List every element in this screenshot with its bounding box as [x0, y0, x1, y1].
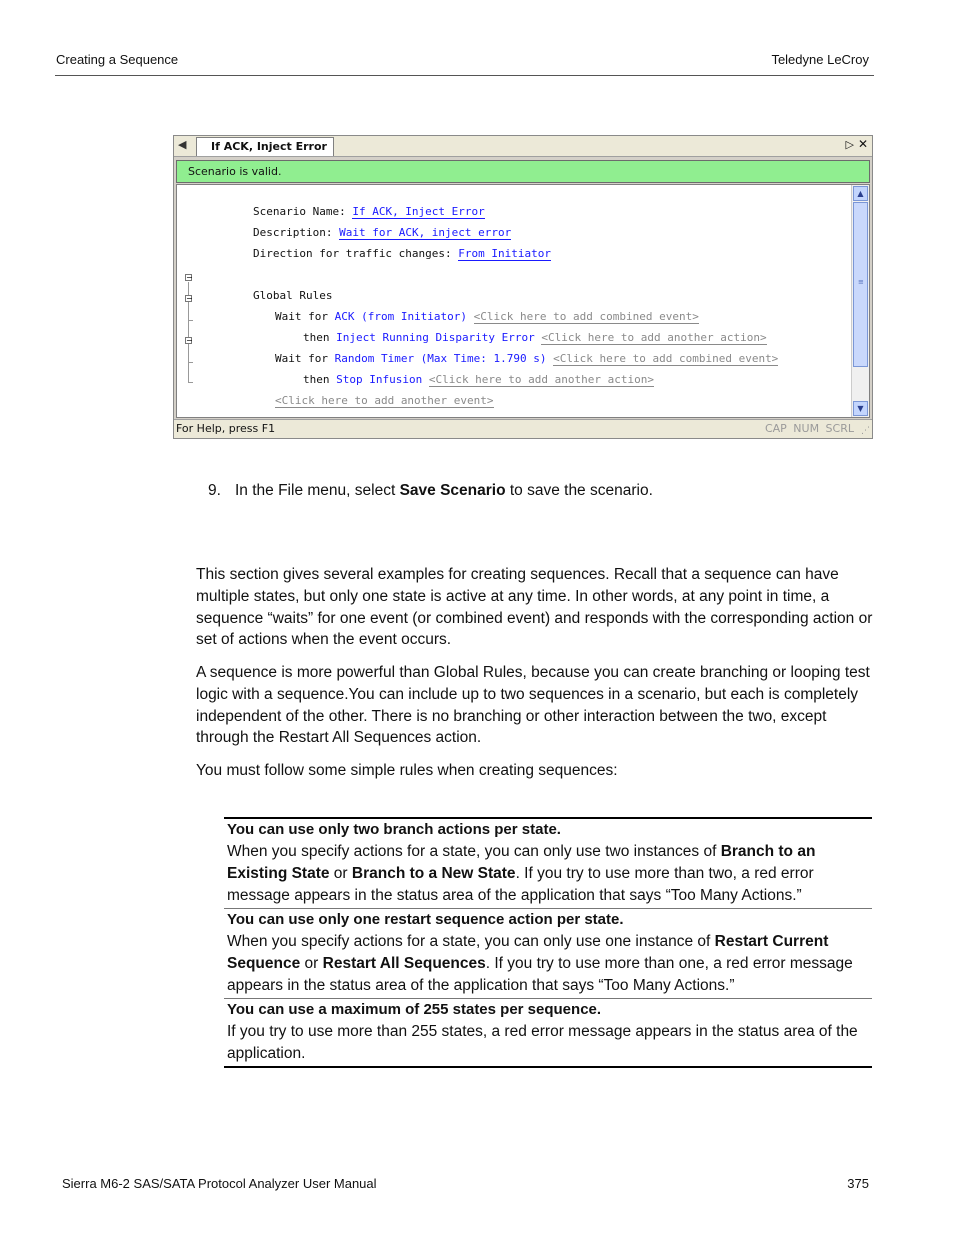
rule-text: or	[300, 955, 323, 972]
page-number: 375	[847, 1176, 869, 1191]
rule-body	[227, 931, 869, 997]
rule-row	[224, 819, 872, 909]
collapse-wait-2-icon[interactable]: −	[186, 336, 193, 345]
rule-bold-term: Branch to an Existing State	[227, 843, 816, 882]
rules-table	[224, 817, 872, 1068]
rule-body: If you try to use more than 255 states, a red error message appears in the status area of the application.	[227, 1023, 858, 1062]
global-rules-label: Global Rules	[252, 289, 333, 302]
scenario-name-link[interactable]: If ACK, Inject Error	[352, 205, 485, 218]
paragraph-global-rules: A sequence is more powerful than Global Rules, because you can create branching or looping test logic with a sequence.You can include up to two sequences in a scenario, but each is completely independent of the other. There is no branching or other interaction between the two, except through the Restart All Sequences action.	[196, 664, 870, 747]
rule-bold-term: Branch to a New State	[351, 865, 516, 882]
header-divider	[55, 75, 874, 76]
key-indicators: CAP NUM SCRL	[764, 422, 854, 435]
rule-text: When you specify actions for a state, you can only use two instances of	[227, 843, 721, 860]
description-link[interactable]: Wait for ACK, inject error	[339, 226, 512, 239]
scroll-up-icon[interactable]: ▲	[853, 186, 868, 201]
rule-bold-term: Restart Current Sequence	[227, 933, 829, 972]
add-combined-event-link[interactable]: <Click here to add combined event>	[553, 352, 779, 365]
footer-manual-title: Sierra M6-2 SAS/SATA Protocol Analyzer User Manual	[62, 1176, 377, 1191]
scenario-name-label: Scenario Name:	[252, 205, 346, 218]
tab-scroll-right-icon[interactable]: ▷	[845, 138, 854, 151]
tab-scenario[interactable]: If ACK, Inject Error	[196, 137, 334, 156]
collapse-global-rules-icon[interactable]: −	[186, 273, 193, 282]
app-status-line	[174, 419, 872, 438]
rule-text: . If you try to use more than two, a red error message appears in the status area of the application that says “Too Many Actions.”	[227, 865, 814, 904]
wait-for-label: Wait for	[274, 352, 328, 365]
then-label: then	[302, 331, 330, 344]
paragraph-rules-lead: You must follow some simple rules when creating sequences:	[196, 762, 618, 779]
rule-row	[224, 999, 872, 1066]
scenario-editor[interactable]	[176, 184, 870, 418]
step-text-post: to save the scenario.	[505, 482, 653, 499]
tab-bar	[174, 136, 872, 157]
add-event-link[interactable]: <Click here to add another event>	[274, 394, 494, 407]
step-text-pre: In the File menu, select	[235, 482, 400, 499]
event-link[interactable]: Random Timer (Max Time: 1.790 s)	[334, 352, 547, 365]
validation-status: Scenario is valid.	[176, 160, 870, 183]
tree-connector	[188, 382, 193, 383]
direction-link[interactable]: From Initiator	[458, 247, 552, 260]
rule-text: When you specify actions for a state, you can only use one instance of	[227, 933, 715, 950]
rule-title: You can use only one restart sequence action per state.	[227, 911, 624, 928]
step-9	[208, 482, 653, 500]
scenario-editor-window	[173, 135, 873, 439]
resize-grip-icon[interactable]: ⋰	[861, 426, 870, 436]
rule-title: You can use a maximum of 255 states per sequence.	[227, 1001, 602, 1018]
step-number: 9.	[208, 482, 221, 499]
tree-connector	[188, 320, 193, 321]
rule-body	[227, 841, 869, 907]
rule-row	[224, 909, 872, 999]
help-hint: For Help, press F1	[176, 422, 276, 435]
scroll-thumb[interactable]	[853, 202, 868, 367]
add-action-link[interactable]: <Click here to add another action>	[428, 373, 654, 386]
tree-connector	[188, 362, 193, 363]
close-icon[interactable]: ✕	[857, 137, 868, 151]
add-action-link[interactable]: <Click here to add another action>	[541, 331, 767, 344]
action-link[interactable]: Inject Running Disparity Error	[336, 331, 535, 344]
collapse-wait-1-icon[interactable]: −	[186, 294, 193, 303]
rule-text: . If you try to use more than one, a red error message appears in the status area of the application that says “Too Many Actions.”	[227, 955, 853, 994]
vertical-scrollbar[interactable]	[851, 185, 869, 417]
tab-scroll-left-icon[interactable]: ◀	[178, 138, 187, 151]
add-combined-event-link[interactable]: <Click here to add combined event>	[473, 310, 699, 323]
event-link[interactable]: ACK (from Initiator)	[334, 310, 468, 323]
paragraph-intro: This section gives several examples for creating sequences. Recall that a sequence can have multiple states, but only one state is active at any time. In other words, at any point in time, a sequence “waits” for one event (or combined event) and responds with the corresponding action or set of actions when the event occurs.	[196, 566, 873, 649]
rule-text: or	[329, 865, 352, 882]
tree-gutter	[177, 185, 198, 417]
running-header-section: Creating a Sequence	[56, 52, 179, 67]
direction-label: Direction for traffic changes:	[252, 247, 452, 260]
scroll-down-icon[interactable]: ▼	[853, 401, 868, 416]
description-label: Description:	[252, 226, 333, 239]
running-header-company: Teledyne LeCroy	[771, 52, 869, 67]
step-text-bold: Save Scenario	[399, 482, 506, 499]
then-label: then	[302, 373, 330, 386]
wait-for-label: Wait for	[274, 310, 328, 323]
grip-icon: ≡	[858, 278, 864, 286]
action-link[interactable]: Stop Infusion	[336, 373, 423, 386]
rule-bold-term: Restart All Sequences	[322, 955, 486, 972]
rule-title: You can use only two branch actions per state.	[227, 821, 561, 838]
